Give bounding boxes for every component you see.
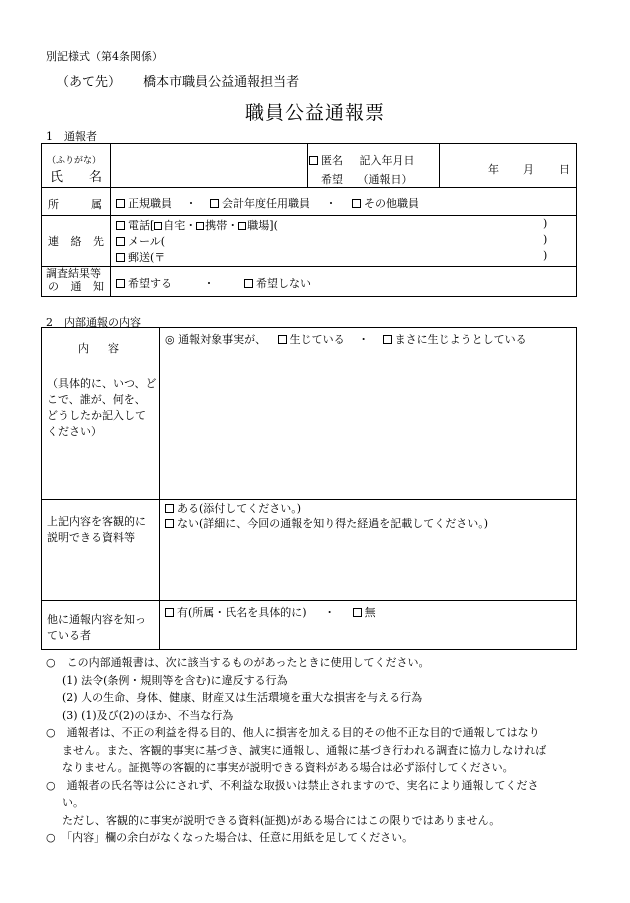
name-label-cell <box>42 144 111 188</box>
result-no-label: 希望しない <box>256 277 311 290</box>
others-field[interactable] <box>160 601 577 650</box>
section2-heading: 2 内部通報の内容 <box>46 316 141 329</box>
materials-label-1: 上記内容を客観的に <box>47 515 146 528</box>
note-3-line-1: ○ 通報者の氏名等は公にされず、不利益な取扱いは禁止されますので、実名により通報してくださ <box>46 778 539 792</box>
separator: ・ <box>325 197 337 210</box>
materials-row <box>42 500 577 601</box>
anonymous-label-1: 匿名 <box>321 154 343 167</box>
name-field[interactable] <box>111 144 308 188</box>
reporter-table <box>41 143 577 297</box>
affiliation-label-2: 属 <box>91 198 102 211</box>
furigana-label: （ふりがな） <box>47 156 102 166</box>
contact-label-2: 絡 <box>70 235 82 248</box>
materials-yes-label: ある(添付してください。) <box>177 502 302 515</box>
email-checkbox[interactable] <box>116 237 125 246</box>
note-2-line-1: ○ 通報者は、不正の利益を得る目的、他人に損害を加える目的その他不正な目的で通報してはなり <box>46 726 540 739</box>
note-2-line-3: なりません。証拠等の客観的に事実が説明できる資料がある場合は必ず添付してください。 <box>62 761 514 774</box>
entry-date-label-1: 記入年月日 <box>359 154 415 167</box>
phone-mobile-checkbox[interactable] <box>196 222 204 230</box>
phone-work-label: 職場]( <box>247 219 278 232</box>
affiliation-fiscal-label: 会計年度任用職員 <box>222 197 310 210</box>
phone-close-paren: ) <box>543 217 548 230</box>
entry-date-field[interactable] <box>440 144 577 188</box>
materials-field[interactable] <box>160 500 577 601</box>
entry-date-label-2: （通報日） <box>357 173 413 186</box>
result-label-2b: 通 <box>70 280 82 293</box>
affiliation-label-1: 所 <box>48 198 59 211</box>
notes <box>46 654 586 847</box>
others-yes-label: 有(所属・氏名を具体的に) <box>177 606 307 619</box>
name-label-1: 氏 <box>50 170 64 185</box>
result-label-cell <box>42 267 111 297</box>
affiliation-other-label: その他職員 <box>364 197 419 210</box>
separator: ・ <box>358 333 370 346</box>
result-label-2a: の <box>48 280 59 293</box>
note-1-item-3: (3) (1)及び(2)のほか、不当な行為 <box>62 708 234 722</box>
affiliation-fiscal-checkbox[interactable] <box>210 199 219 208</box>
separator: ・ <box>203 277 215 290</box>
phone-checkbox[interactable] <box>116 221 125 230</box>
materials-no-checkbox[interactable] <box>165 519 174 528</box>
email-close-paren: ) <box>543 233 548 246</box>
content-row <box>42 328 577 500</box>
note-3-line-3: ただし、客観的に事実が説明できる資料(証拠)がある場合にはこの限りではありません。 <box>62 813 501 827</box>
anonymous-label-2: 希望 <box>321 173 343 186</box>
result-label-2c: 知 <box>93 280 104 293</box>
affiliation-other-checkbox[interactable] <box>352 199 361 208</box>
others-no-label: 無 <box>364 606 376 619</box>
date-day: 日 <box>559 163 570 176</box>
phone-prefix: 電話[ <box>128 219 155 232</box>
others-yes-checkbox[interactable] <box>165 608 174 617</box>
materials-no-label: ない(詳細に、今回の通報を知り得た経過を記載してください。) <box>177 517 489 530</box>
content-lead: ◎ 通報対象事実が、 <box>165 333 267 346</box>
addressee <box>56 71 299 90</box>
note-3-line-2: い。 <box>62 796 84 809</box>
others-label-2: ている者 <box>47 629 91 642</box>
result-options <box>111 267 577 297</box>
result-no-checkbox[interactable] <box>244 279 253 288</box>
materials-label-cell <box>42 500 160 601</box>
others-label-cell <box>42 601 160 650</box>
section1-heading: 1 通報者 <box>46 130 97 143</box>
date-year: 年 <box>488 163 499 176</box>
contact-options <box>111 216 577 267</box>
contact-label-1: 連 <box>48 235 59 248</box>
affiliation-row <box>42 188 577 216</box>
separator: ・ <box>324 606 336 619</box>
result-yes-label: 希望する <box>128 277 172 290</box>
content-table <box>41 327 577 650</box>
addressee-prefix: （あて先） <box>56 75 122 90</box>
content-imminent-label: まさに生じようとしている <box>394 333 527 346</box>
result-row <box>42 267 577 297</box>
phone-work-checkbox[interactable] <box>238 222 246 230</box>
affiliation-regular-checkbox[interactable] <box>116 199 125 208</box>
note-1-item-1: (1) 法令(条例・規則等を含む)に違反する行為 <box>62 673 288 687</box>
page-title: 職員公益通報票 <box>244 102 385 124</box>
phone-mobile-label: 携帯・ <box>205 219 239 232</box>
entry-date-label-cell <box>354 144 440 188</box>
content-field[interactable] <box>160 328 577 500</box>
form-id: 別記様式（第4条関係） <box>46 50 163 63</box>
mail-checkbox[interactable] <box>116 253 125 262</box>
name-label-2: 名 <box>88 170 102 185</box>
addressee-name: 橋本市職員公益通報担当者 <box>143 75 300 90</box>
content-occurring-label: 生じている <box>289 333 345 346</box>
mail-label: 郵送(〒 <box>128 251 166 264</box>
affiliation-options <box>111 188 577 216</box>
separator: ・ <box>185 197 197 210</box>
others-row <box>42 601 577 650</box>
note-2-line-2: ません。また、客観的事実に基づき、誠実に通報し、通報に基づき行われる調査に協力しなければ <box>62 743 547 757</box>
content-label-cell <box>42 328 160 500</box>
anonymous-cell <box>308 144 354 188</box>
content-desc-1: （具体的に、いつ、ど <box>47 377 157 390</box>
mail-close-paren: ) <box>543 249 548 262</box>
email-label: メール( <box>128 235 166 248</box>
materials-yes-checkbox[interactable] <box>165 504 174 513</box>
content-label-1a: 内 <box>78 342 89 355</box>
content-imminent-checkbox[interactable] <box>383 335 392 344</box>
note-1: ○ この内部通報書は、次に該当するものがあったときに使用してください。 <box>46 656 430 669</box>
contact-label-3: 先 <box>93 235 104 248</box>
result-label-1: 調査結果等 <box>46 267 101 280</box>
content-desc-3: どうしたか記入して <box>47 409 146 422</box>
phone-home-label: 自宅・ <box>163 219 197 232</box>
content-label-1b: 容 <box>108 342 119 355</box>
date-month: 月 <box>523 163 534 176</box>
materials-label-2: 説明できる資料等 <box>47 531 135 544</box>
content-occurring-checkbox[interactable] <box>278 335 287 344</box>
anonymous-checkbox[interactable] <box>309 156 318 165</box>
name-row <box>42 144 577 188</box>
content-desc-2: こで、誰が、何を、 <box>47 393 146 406</box>
note-4: ○ 「内容」欄の余白がなくなった場合は、任意に用紙を足してください。 <box>46 831 414 844</box>
contact-label-cell <box>42 216 111 267</box>
contact-row <box>42 216 577 267</box>
others-no-checkbox[interactable] <box>353 608 362 617</box>
affiliation-regular-label: 正規職員 <box>128 197 172 210</box>
affiliation-label-cell <box>42 188 111 216</box>
note-1-item-2: (2) 人の生命、身体、健康、財産又は生活環境を重大な損害を与える行為 <box>62 691 423 704</box>
phone-home-checkbox[interactable] <box>154 222 162 230</box>
result-yes-checkbox[interactable] <box>116 279 125 288</box>
content-desc-4: ください） <box>47 425 102 438</box>
others-label-1: 他に通報内容を知っ <box>47 613 146 626</box>
